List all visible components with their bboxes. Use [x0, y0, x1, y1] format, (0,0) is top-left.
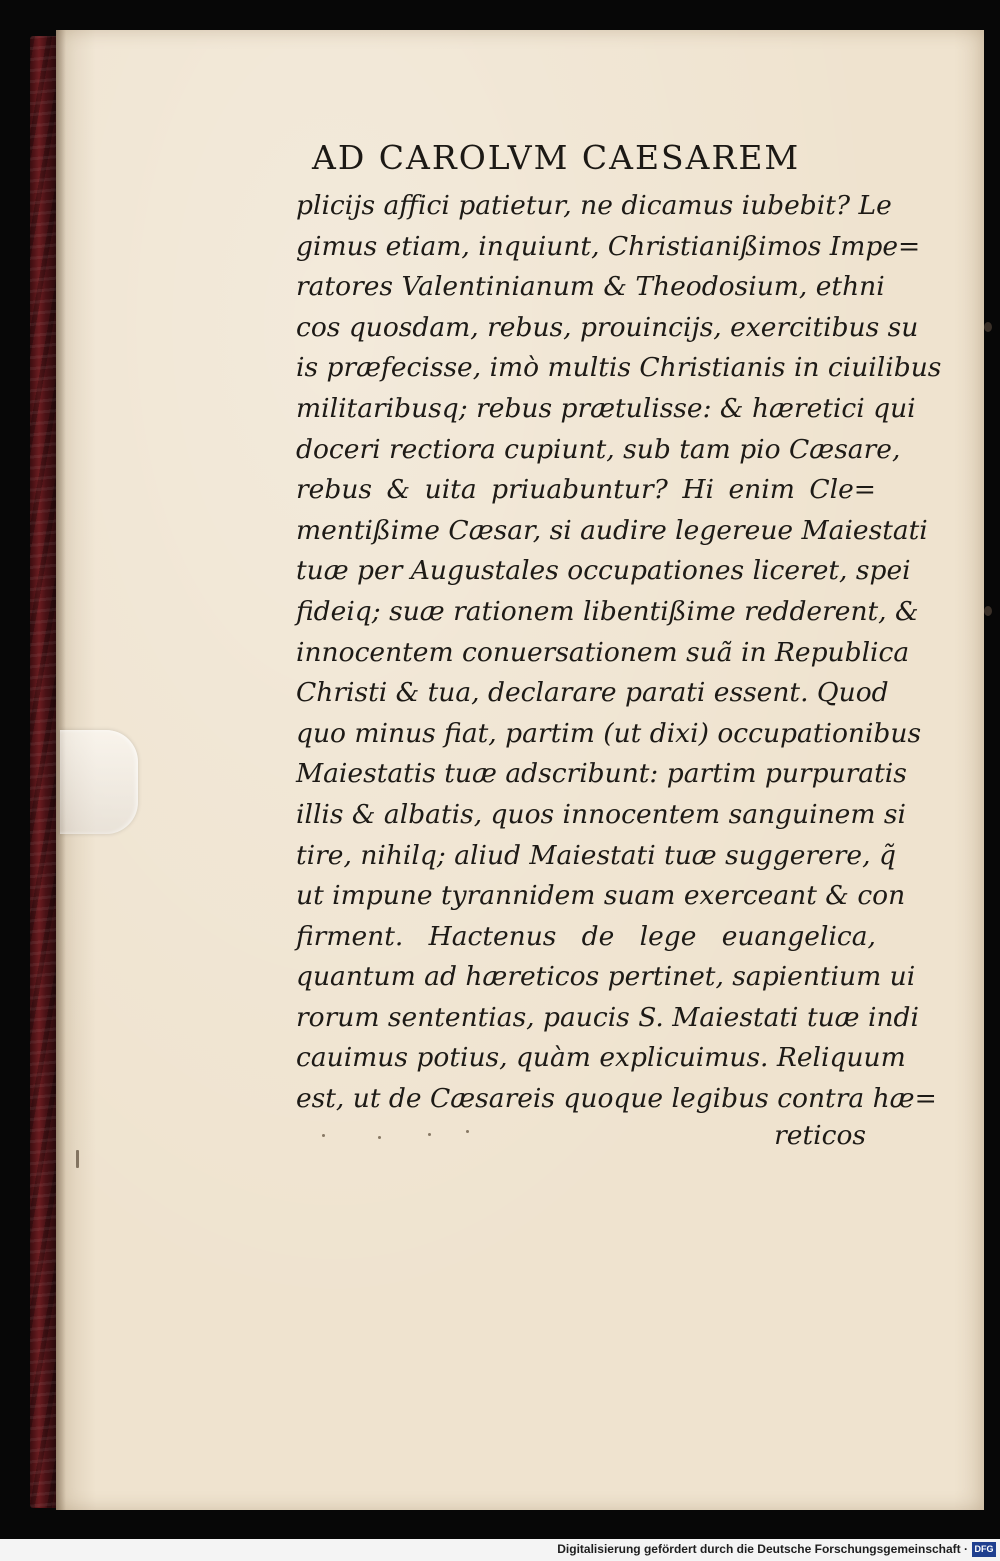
body-text — [296, 186, 942, 1120]
paper-speck — [428, 1133, 431, 1136]
text-line: gimus etiam, inquiunt, Christianißimos Impe= — [296, 230, 921, 262]
binding-mark — [984, 606, 992, 616]
paper-speck — [322, 1134, 325, 1137]
text-line: cos quosdam, rebus, prouincijs, exercitibus su — [296, 311, 919, 343]
text-line: militaribusq; rebus prætulisse: & hæretici qui — [296, 392, 916, 424]
paper-speck — [76, 1150, 79, 1168]
text-line: tuæ per Augustales occupationes liceret, spei — [296, 555, 911, 587]
text-line: plicijs affici patietur, ne dicamus iubebit? Le — [296, 190, 892, 221]
text-line: rebus & uita priuabuntur? Hi enim Cle= — [296, 474, 876, 506]
text-line: doceri rectiora cupiunt, sub tam pio Cæsare, — [296, 433, 901, 465]
footer-bar — [0, 1539, 1000, 1561]
running-head: AD CAROLVM CAESAREM — [312, 138, 801, 177]
text-line: mentißime Cæsar, si audire legereue Maiestati — [296, 514, 928, 546]
text-line: est, ut de Cæsareis quoque legibus contra hæ= — [296, 1083, 937, 1115]
text-line: quo minus fiat, partim (ut dixi) occupationibus — [296, 717, 922, 749]
text-line: ut impune tyrannidem suam exerceant & con — [296, 880, 906, 912]
paper-speck — [378, 1136, 381, 1139]
text-line: Maiestatis tuæ adscribunt: partim purpuratis — [296, 758, 907, 790]
text-line: is præfecisse, imò multis Christianis in ciuilibus — [296, 352, 942, 384]
marbled-cover-edge — [30, 36, 56, 1508]
binding-mark — [984, 322, 992, 332]
text-line: ratores Valentinianum & Theodosium, ethni — [296, 271, 885, 303]
text-line: fideiq; suæ rationem libentißime redderent, & — [296, 595, 919, 627]
text-line: illis & albatis, quos innocentem sanguinem si — [296, 798, 906, 830]
text-line: innocentem conuersationem suã in Republica — [296, 636, 910, 668]
paper-speck — [466, 1130, 469, 1133]
text-line: cauimus potius, quàm explicuimus. Reliquum — [296, 1042, 906, 1074]
dfg-logo: DFG — [972, 1542, 996, 1557]
text-line: quantum ad hæreticos pertinet, sapientium ui — [296, 961, 916, 993]
text-line: firment. Hactenus de lege euangelica, — [296, 920, 876, 952]
catchword: reticos — [774, 1120, 866, 1151]
text-line: tire, nihilq; aliud Maiestati tuæ suggerere, q̃ — [296, 839, 896, 871]
footer-credit: Digitalisierung gefördert durch die Deutsche Forschungsgemeinschaft · — [557, 1542, 968, 1556]
plastic-clip-tab — [60, 730, 138, 834]
text-line: rorum sententias, paucis S. Maiestati tuæ indi — [296, 1001, 919, 1033]
text-line: Christi & tua, declarare parati essent. Quod — [296, 677, 889, 709]
